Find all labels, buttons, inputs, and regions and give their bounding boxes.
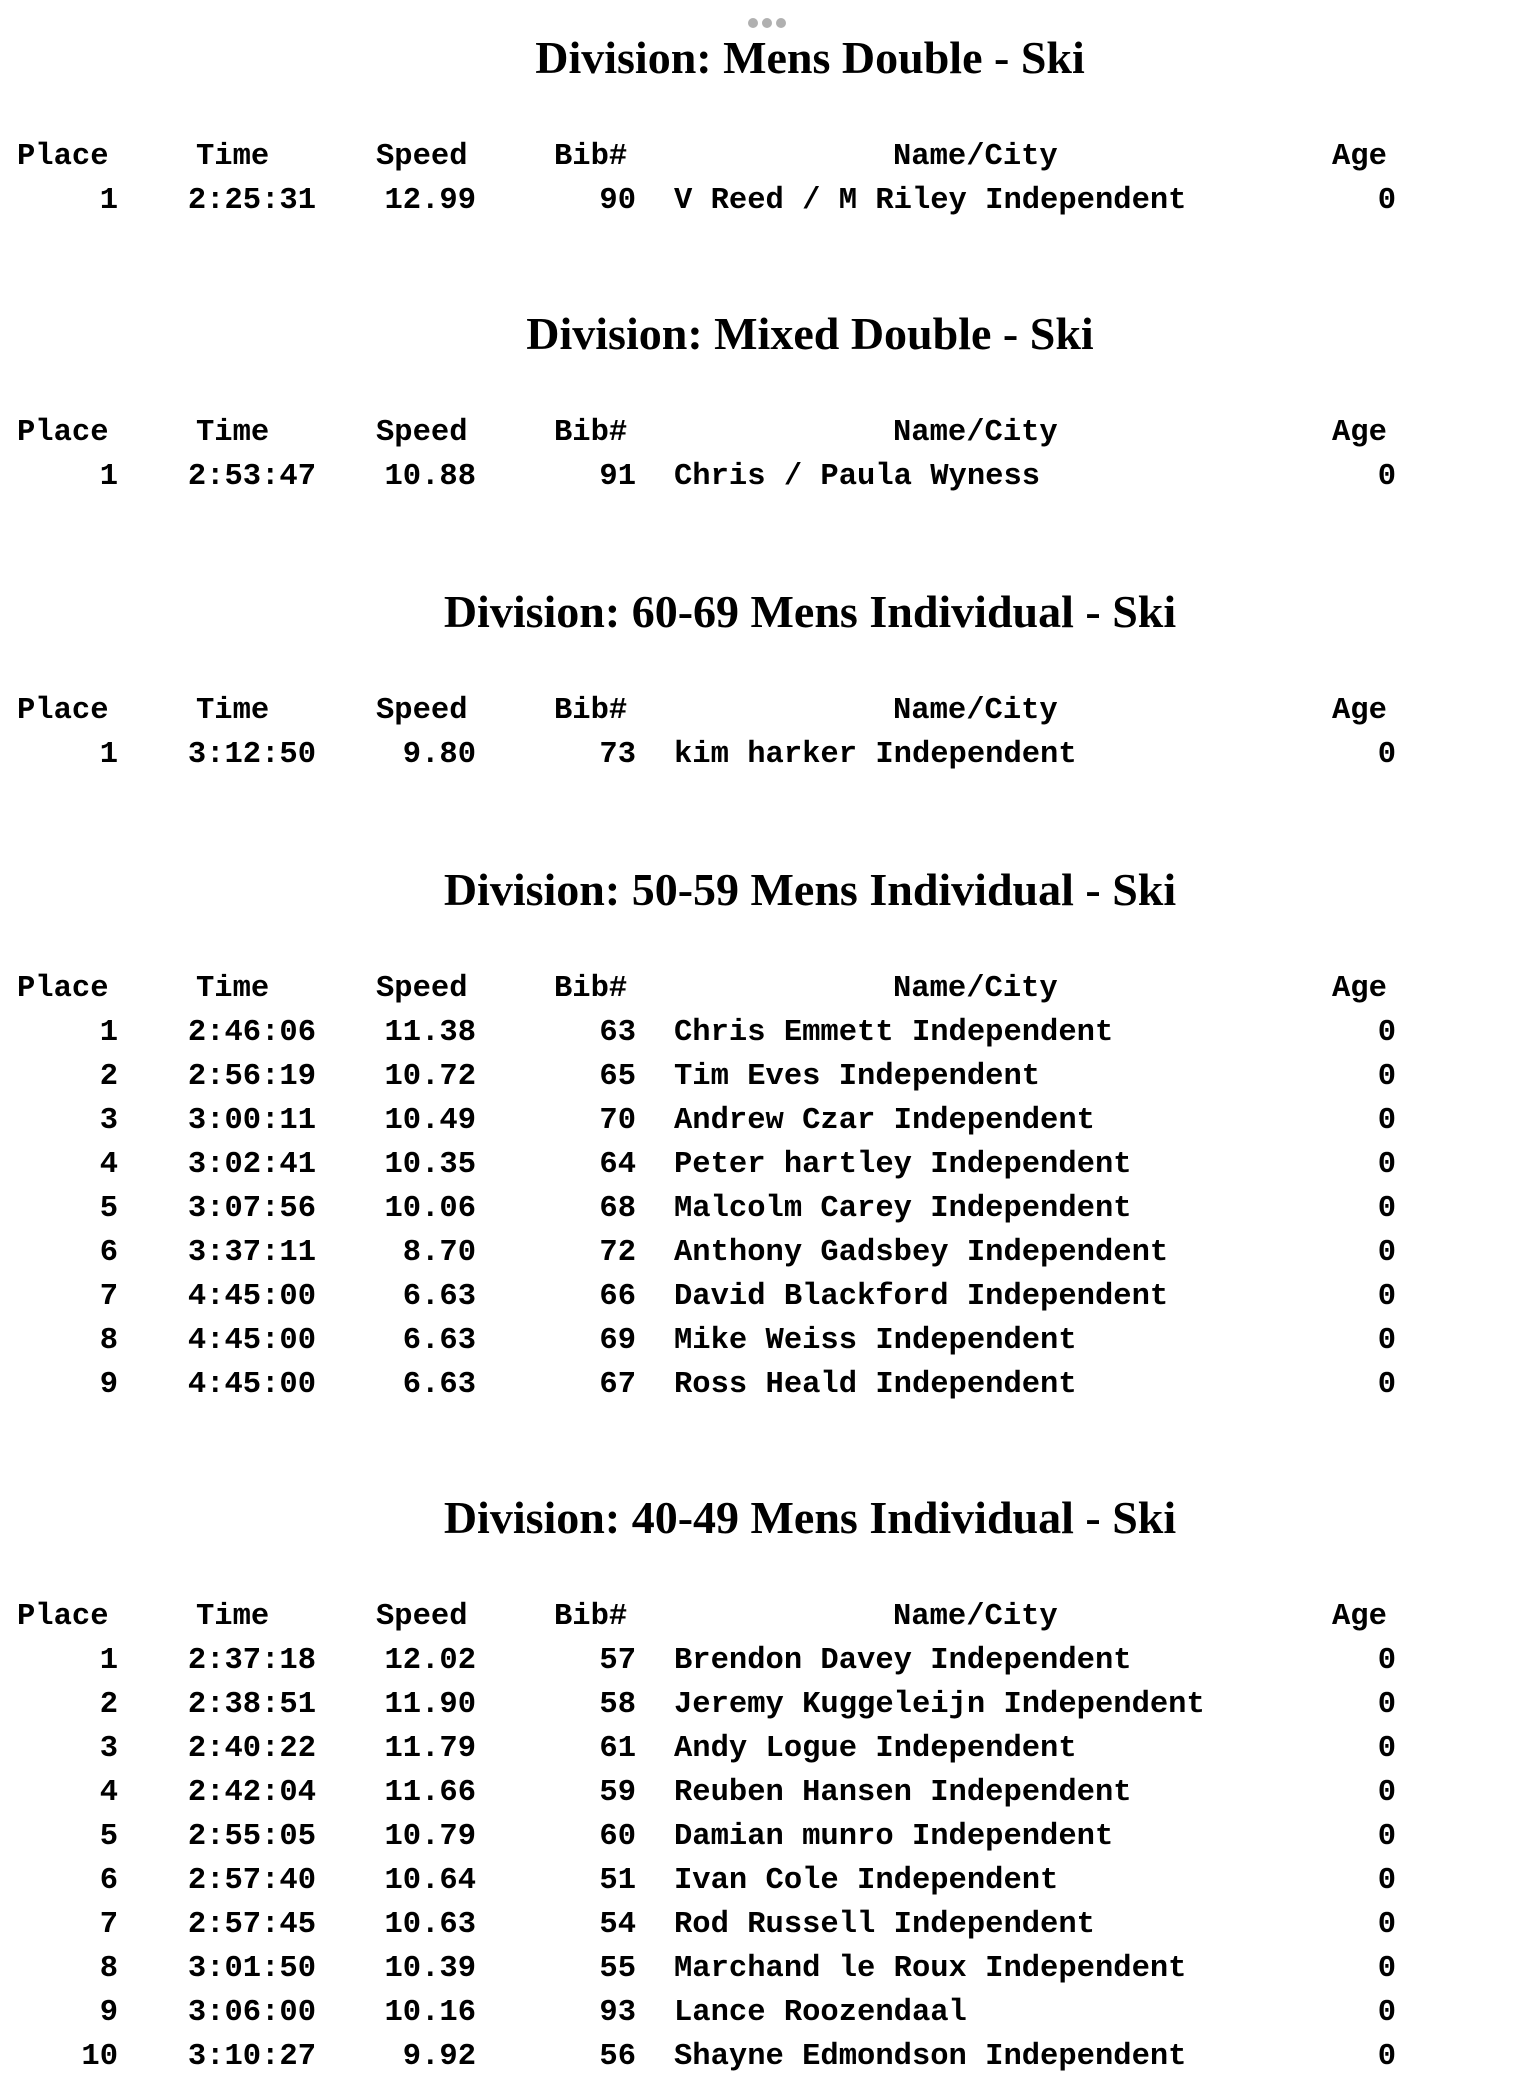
cell-place: 5 [99, 1820, 118, 1854]
cell-age: 0 [1377, 1104, 1396, 1138]
cell-speed: 11.90 [384, 1688, 476, 1722]
cell-speed: 10.06 [384, 1192, 476, 1226]
cell-time: 2:57:45 [187, 1908, 316, 1942]
cell-age: 0 [1377, 1368, 1396, 1402]
cell-age: 0 [1377, 1952, 1396, 1986]
cell-bib: 65 [599, 1060, 636, 1094]
cell-age: 0 [1377, 1996, 1396, 2030]
column-header-speed: Speed [376, 972, 468, 1006]
table-header-row [0, 411, 1536, 455]
cell-speed: 6.63 [402, 1324, 476, 1358]
cell-time: 3:06:00 [187, 1996, 316, 2030]
cell-name: Chris / Paula Wyness [674, 460, 1041, 494]
cell-name: Anthony Gadsbey Independent [674, 1236, 1169, 1270]
cell-age: 0 [1377, 1060, 1396, 1094]
table-row [0, 1771, 1536, 1815]
table-row [0, 1055, 1536, 1099]
cell-name: kim harker Independent [674, 738, 1077, 772]
more-options-icon[interactable] [748, 18, 786, 30]
cell-name: Mike Weiss Independent [674, 1324, 1077, 1358]
column-header-time: Time [196, 1600, 270, 1634]
table-header-row [0, 1595, 1536, 1639]
column-header-speed: Speed [376, 694, 468, 728]
cell-age: 0 [1377, 1820, 1396, 1854]
cell-name: V Reed / M Riley Independent [674, 184, 1187, 218]
cell-time: 3:01:50 [187, 1952, 316, 1986]
cell-speed: 6.63 [402, 1368, 476, 1402]
cell-speed: 11.38 [384, 1016, 476, 1050]
cell-place: 9 [99, 1996, 118, 2030]
cell-name: Andrew Czar Independent [674, 1104, 1095, 1138]
cell-age: 0 [1377, 460, 1396, 494]
cell-place: 8 [99, 1324, 118, 1358]
cell-name: Lance Roozendaal [674, 1996, 967, 2030]
cell-place: 2 [99, 1060, 118, 1094]
table-row [0, 1639, 1536, 1683]
cell-time: 4:45:00 [187, 1368, 316, 1402]
column-header-age: Age [1332, 972, 1387, 1006]
cell-place: 2 [99, 1688, 118, 1722]
table-row [0, 1683, 1536, 1727]
division-title: Division: 40-49 Mens Individual - Ski [443, 1492, 1177, 1543]
cell-time: 3:07:56 [187, 1192, 316, 1226]
cell-bib: 61 [599, 1732, 636, 1766]
column-header-age: Age [1332, 1600, 1387, 1634]
cell-place: 1 [99, 1644, 118, 1678]
cell-speed: 10.88 [384, 460, 476, 494]
cell-speed: 6.63 [402, 1280, 476, 1314]
cell-name: Tim Eves Independent [674, 1060, 1041, 1094]
cell-age: 0 [1377, 1236, 1396, 1270]
cell-bib: 90 [599, 184, 636, 218]
table-header-row [0, 967, 1536, 1011]
cell-place: 1 [99, 1016, 118, 1050]
cell-speed: 12.02 [384, 1644, 476, 1678]
cell-place: 1 [99, 460, 118, 494]
cell-bib: 60 [599, 1820, 636, 1854]
cell-place: 6 [99, 1864, 118, 1898]
cell-bib: 63 [599, 1016, 636, 1050]
table-row [0, 1903, 1536, 1947]
cell-age: 0 [1377, 1688, 1396, 1722]
division-title: Division: Mixed Double - Ski [526, 308, 1094, 359]
table-row [0, 1815, 1536, 1859]
cell-age: 0 [1377, 184, 1396, 218]
table-row [0, 1099, 1536, 1143]
cell-bib: 59 [599, 1776, 636, 1810]
column-header-time: Time [196, 140, 270, 174]
cell-name: Malcolm Carey Independent [674, 1192, 1132, 1226]
cell-name: Ivan Cole Independent [674, 1864, 1059, 1898]
table-row [0, 179, 1536, 223]
column-header-time: Time [196, 694, 270, 728]
column-header-age: Age [1332, 694, 1387, 728]
cell-speed: 9.92 [402, 2040, 476, 2074]
cell-name: Chris Emmett Independent [674, 1016, 1114, 1050]
table-row [0, 1231, 1536, 1275]
cell-bib: 91 [599, 460, 636, 494]
table-row [0, 733, 1536, 777]
cell-speed: 8.70 [402, 1236, 476, 1270]
column-header-bib: Bib# [554, 140, 628, 174]
cell-name: Ross Heald Independent [674, 1368, 1077, 1402]
cell-name: Andy Logue Independent [674, 1732, 1077, 1766]
cell-speed: 10.49 [384, 1104, 476, 1138]
cell-bib: 68 [599, 1192, 636, 1226]
cell-bib: 70 [599, 1104, 636, 1138]
cell-time: 3:12:50 [187, 738, 316, 772]
cell-bib: 66 [599, 1280, 636, 1314]
cell-name: Shayne Edmondson Independent [674, 2040, 1187, 2074]
cell-bib: 55 [599, 1952, 636, 1986]
dot [776, 18, 786, 28]
table-row [0, 1011, 1536, 1055]
division-title: Division: 50-59 Mens Individual - Ski [443, 864, 1177, 915]
cell-name: Jeremy Kuggeleijn Independent [674, 1688, 1205, 1722]
cell-speed: 10.39 [384, 1952, 476, 1986]
column-header-age: Age [1332, 140, 1387, 174]
cell-age: 0 [1377, 1864, 1396, 1898]
cell-place: 4 [99, 1776, 118, 1810]
column-header-bib: Bib# [554, 972, 628, 1006]
cell-time: 3:37:11 [187, 1236, 316, 1270]
cell-bib: 69 [599, 1324, 636, 1358]
cell-age: 0 [1377, 1192, 1396, 1226]
cell-name: David Blackford Independent [674, 1280, 1169, 1314]
column-header-time: Time [196, 416, 270, 450]
dot [762, 18, 772, 28]
cell-place: 4 [99, 1148, 118, 1182]
cell-speed: 11.66 [384, 1776, 476, 1810]
cell-name: Marchand le Roux Independent [674, 1952, 1187, 1986]
cell-time: 2:25:31 [187, 184, 316, 218]
cell-age: 0 [1377, 738, 1396, 772]
cell-time: 2:56:19 [187, 1060, 316, 1094]
table-header-row [0, 135, 1536, 179]
cell-time: 2:38:51 [187, 1688, 316, 1722]
column-header-speed: Speed [376, 416, 468, 450]
cell-time: 4:45:00 [187, 1324, 316, 1358]
column-header-name-city: Name/City [893, 1600, 1058, 1634]
column-header-place: Place [17, 1600, 109, 1634]
column-header-bib: Bib# [554, 1600, 628, 1634]
table-row [0, 1319, 1536, 1363]
table-row [0, 1991, 1536, 2035]
cell-age: 0 [1377, 1280, 1396, 1314]
cell-bib: 73 [599, 738, 636, 772]
cell-speed: 11.79 [384, 1732, 476, 1766]
table-row [0, 1275, 1536, 1319]
cell-bib: 54 [599, 1908, 636, 1942]
cell-name: Rod Russell Independent [674, 1908, 1095, 1942]
cell-age: 0 [1377, 2040, 1396, 2074]
cell-speed: 10.63 [384, 1908, 476, 1942]
cell-place: 6 [99, 1236, 118, 1270]
column-header-time: Time [196, 972, 270, 1006]
cell-time: 3:10:27 [187, 2040, 316, 2074]
table-row [0, 2035, 1536, 2079]
cell-place: 7 [99, 1280, 118, 1314]
table-row [0, 1947, 1536, 1991]
cell-age: 0 [1377, 1644, 1396, 1678]
cell-bib: 58 [599, 1688, 636, 1722]
table-row [0, 1727, 1536, 1771]
cell-speed: 9.80 [402, 738, 476, 772]
dot [748, 18, 758, 28]
division-title: Division: Mens Double - Ski [535, 32, 1085, 83]
table-header-row [0, 689, 1536, 733]
cell-time: 2:42:04 [187, 1776, 316, 1810]
cell-name: Reuben Hansen Independent [674, 1776, 1132, 1810]
cell-place: 10 [81, 2040, 118, 2074]
column-header-name-city: Name/City [893, 140, 1058, 174]
cell-time: 3:00:11 [187, 1104, 316, 1138]
cell-bib: 57 [599, 1644, 636, 1678]
column-header-age: Age [1332, 416, 1387, 450]
cell-time: 2:46:06 [187, 1016, 316, 1050]
cell-speed: 10.72 [384, 1060, 476, 1094]
cell-speed: 10.79 [384, 1820, 476, 1854]
cell-bib: 93 [599, 1996, 636, 2030]
cell-time: 2:37:18 [187, 1644, 316, 1678]
cell-speed: 10.64 [384, 1864, 476, 1898]
cell-time: 2:53:47 [187, 460, 316, 494]
column-header-bib: Bib# [554, 694, 628, 728]
table-row [0, 455, 1536, 499]
column-header-place: Place [17, 416, 109, 450]
cell-age: 0 [1377, 1324, 1396, 1358]
column-header-speed: Speed [376, 140, 468, 174]
cell-name: Brendon Davey Independent [674, 1644, 1132, 1678]
cell-name: Damian munro Independent [674, 1820, 1114, 1854]
table-row [0, 1187, 1536, 1231]
cell-speed: 10.35 [384, 1148, 476, 1182]
column-header-place: Place [17, 694, 109, 728]
cell-place: 9 [99, 1368, 118, 1402]
cell-place: 7 [99, 1908, 118, 1942]
column-header-place: Place [17, 140, 109, 174]
cell-bib: 51 [599, 1864, 636, 1898]
cell-time: 4:45:00 [187, 1280, 316, 1314]
cell-place: 5 [99, 1192, 118, 1226]
cell-place: 1 [99, 184, 118, 218]
cell-bib: 64 [599, 1148, 636, 1182]
cell-place: 1 [99, 738, 118, 772]
column-header-speed: Speed [376, 1600, 468, 1634]
table-row [0, 1363, 1536, 1407]
table-row [0, 1143, 1536, 1187]
column-header-bib: Bib# [554, 416, 628, 450]
cell-age: 0 [1377, 1016, 1396, 1050]
cell-bib: 67 [599, 1368, 636, 1402]
cell-age: 0 [1377, 1148, 1396, 1182]
cell-time: 3:02:41 [187, 1148, 316, 1182]
cell-time: 2:57:40 [187, 1864, 316, 1898]
cell-speed: 12.99 [384, 184, 476, 218]
cell-age: 0 [1377, 1908, 1396, 1942]
cell-bib: 72 [599, 1236, 636, 1270]
cell-age: 0 [1377, 1776, 1396, 1810]
column-header-name-city: Name/City [893, 972, 1058, 1006]
cell-name: Peter hartley Independent [674, 1148, 1132, 1182]
cell-time: 2:55:05 [187, 1820, 316, 1854]
table-row [0, 1859, 1536, 1903]
cell-place: 8 [99, 1952, 118, 1986]
cell-place: 3 [99, 1732, 118, 1766]
cell-place: 3 [99, 1104, 118, 1138]
cell-time: 2:40:22 [187, 1732, 316, 1766]
column-header-name-city: Name/City [893, 416, 1058, 450]
cell-bib: 56 [599, 2040, 636, 2074]
column-header-name-city: Name/City [893, 694, 1058, 728]
division-title: Division: 60-69 Mens Individual - Ski [443, 586, 1177, 637]
cell-age: 0 [1377, 1732, 1396, 1766]
cell-speed: 10.16 [384, 1996, 476, 2030]
column-header-place: Place [17, 972, 109, 1006]
